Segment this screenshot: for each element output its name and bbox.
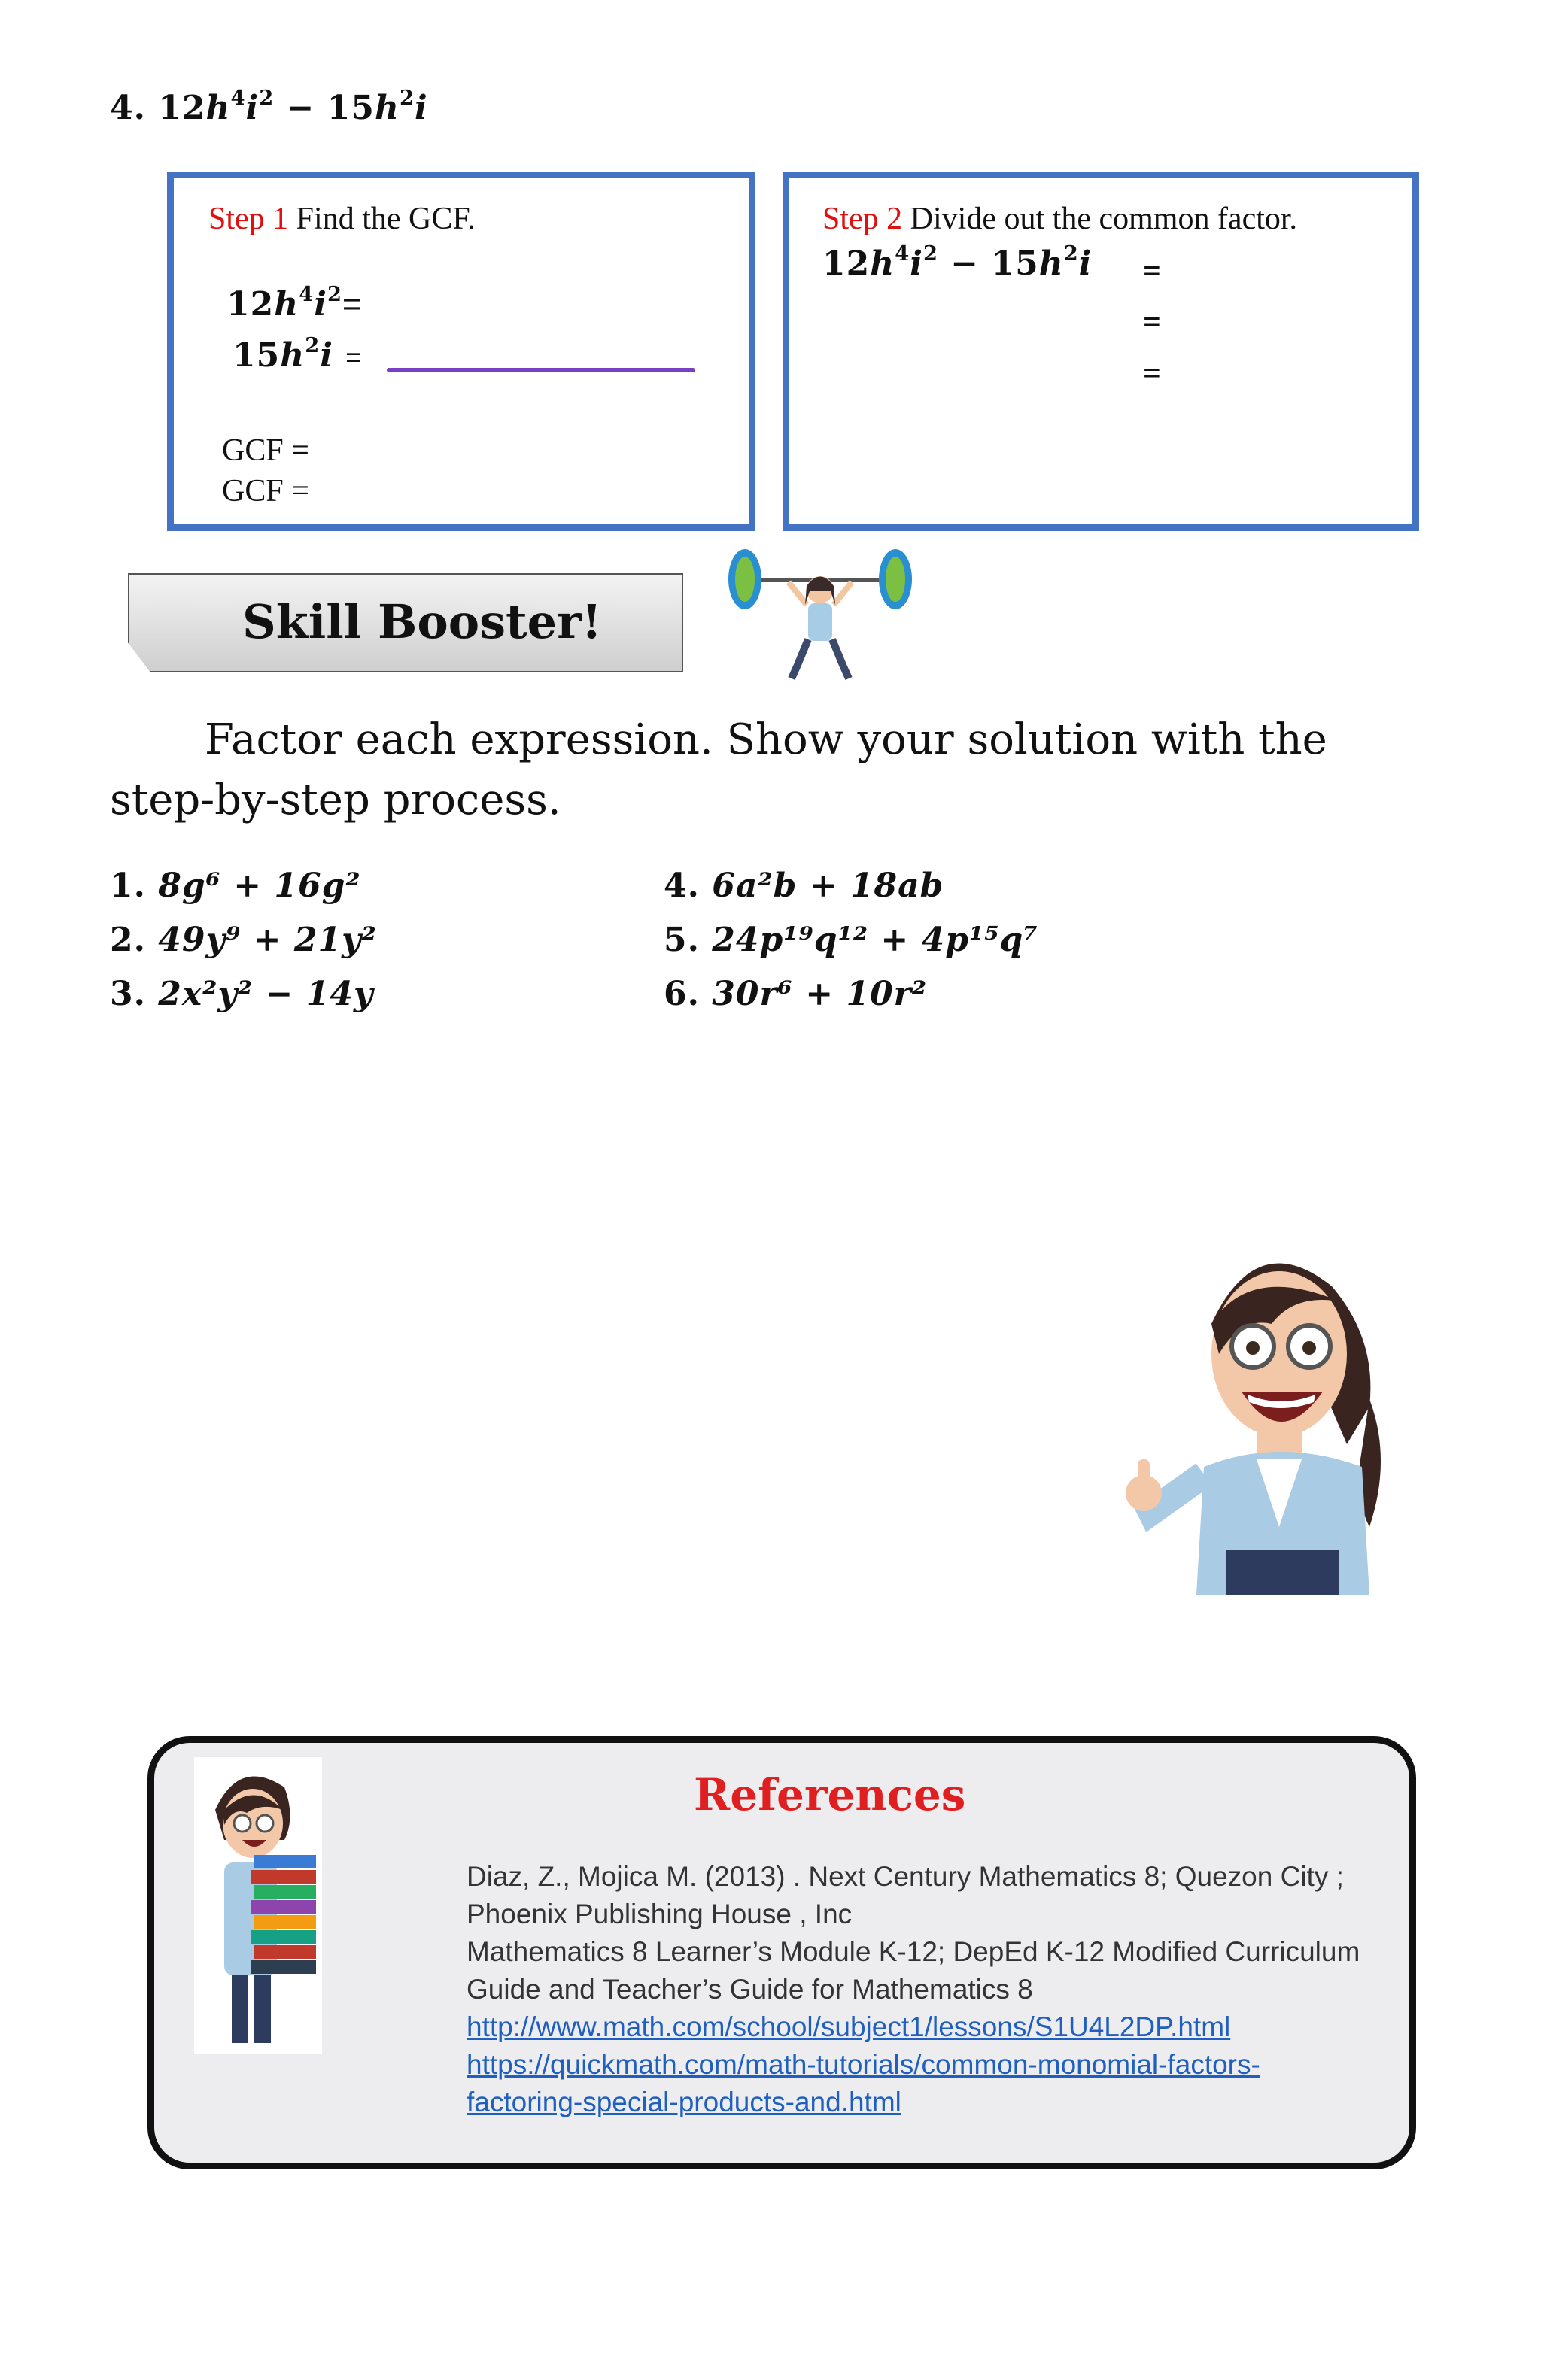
exercise-5: 5. 24p¹⁹q¹² + 4p¹⁵q⁷	[664, 921, 1039, 959]
step-2-expression: $12h^4i^2 - 15h^2i$	[822, 241, 1093, 283]
exercise-1: 1. 8g⁶ + 16g²	[110, 867, 361, 905]
gcf-line-1: GCF =	[222, 433, 309, 468]
step-1-term-2: $15h^2i$ =	[233, 332, 363, 375]
gcf-line-2: GCF =	[222, 474, 309, 508]
references-list	[467, 1858, 1384, 2121]
reference-line: Mathematics 8 Learner’s Module K-12; DepEd K-12 Modified Curriculum	[467, 1936, 1360, 1967]
reference-link-mathcom[interactable]: http://www.math.com/school/subject1/lessons/S1U4L2DP.html	[467, 2011, 1231, 2042]
exercise-2: 2. 49y⁹ + 21y²	[110, 921, 377, 959]
exercise-3: 3. 2x²y² − 14y	[110, 975, 374, 1013]
step-1-box	[167, 172, 755, 531]
weightlifter-icon	[722, 545, 918, 688]
step-2-equals-2: =	[1143, 305, 1161, 340]
step-1-term-1: $12h^4i^2=$	[226, 281, 363, 323]
teacher-with-books-icon	[194, 1757, 322, 2054]
skill-booster-title: Skill Booster!	[242, 594, 602, 649]
step-2-heading: Step 2 Divide out the common factor.	[822, 202, 1298, 236]
step-2-equals-1: =	[1143, 254, 1161, 289]
reference-line: Guide and Teacher’s Guide for Mathematics 8	[467, 1974, 1033, 2005]
reference-link-quickmath-cont[interactable]: factoring-special-products-and.html	[467, 2087, 901, 2117]
instruction-text: Factor each expression. Show your solution with the step-by-step process.	[110, 715, 1327, 824]
answer-underline	[387, 368, 695, 372]
reference-line: Diaz, Z., Mojica M. (2013) . Next Century Mathematics 8; Quezon City ;	[467, 1861, 1344, 1892]
step-1-heading: Step 1 Find the GCF.	[208, 202, 476, 236]
reference-line: Phoenix Publishing House , Inc	[467, 1899, 853, 1929]
exercise-6: 6. 30r⁶ + 10r²	[664, 975, 928, 1013]
exercise-4: 4. 6a²b + 18ab	[664, 867, 944, 905]
step-2-box	[783, 172, 1419, 531]
step-2-equals-3: =	[1143, 357, 1161, 391]
teacher-thumbs-up-icon	[1121, 1211, 1415, 1595]
reference-link-quickmath[interactable]: https://quickmath.com/math-tutorials/common-monomial-factors-	[467, 2049, 1260, 2080]
problem-4-header: 4. $12h^4i^2 - 15h^2i$	[110, 85, 428, 127]
references-title: References	[694, 1769, 966, 1820]
